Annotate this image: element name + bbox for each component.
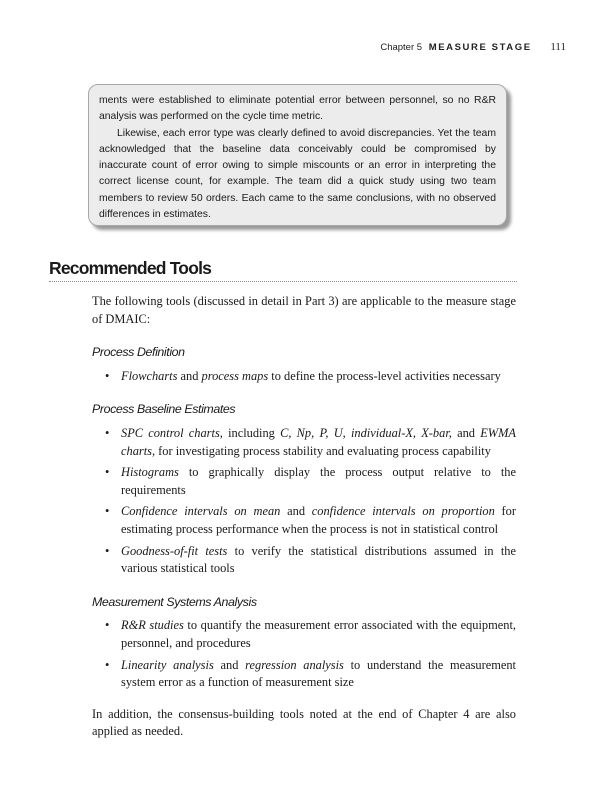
- bullet-icon: •: [105, 657, 110, 672]
- bullet-icon: •: [105, 504, 110, 519]
- list-item: [92, 543, 516, 578]
- list-item: [92, 657, 516, 692]
- tool-list: [92, 368, 516, 386]
- item-text: to define the process-level activities necessary: [268, 368, 501, 383]
- bullet-icon: •: [105, 465, 110, 480]
- list-item: [92, 503, 516, 538]
- tool-name: C, Np, P, U, individual-X, X-bar,: [280, 425, 452, 440]
- bullet-icon: •: [105, 368, 110, 383]
- tool-name: Confidence intervals on mean: [121, 504, 281, 519]
- item-text: , for investigating process stability and evaluating process capability: [151, 443, 491, 458]
- section-divider: [49, 281, 517, 282]
- list-item: [92, 368, 516, 386]
- item-text: and: [213, 657, 246, 672]
- subsection-heading: Process Definition: [92, 345, 185, 360]
- tool-name: process maps: [201, 368, 269, 383]
- closing-paragraph: In addition, the consensus-building tools noted at the end of Chapter 4 are also applied as needed.: [92, 706, 516, 739]
- page-number: 111: [550, 41, 566, 53]
- item-text: to quantify the measurement error associated with the equipment, personnel, and procedures: [121, 618, 516, 650]
- tool-name: Histograms: [121, 465, 179, 480]
- list-item: [92, 464, 516, 499]
- list-item: [92, 617, 516, 652]
- case-study-sidebar: [88, 84, 507, 226]
- section-body: [92, 293, 516, 741]
- tool-name: confidence intervals on proportion: [311, 504, 495, 519]
- tool-name: Flowcharts: [121, 368, 178, 383]
- item-text: and: [451, 425, 481, 440]
- item-text: to understand the measurement system error as a function of measurement size: [121, 657, 517, 690]
- intro-paragraph: The following tools (discussed in detail in Part 3) are applicable to the measure stage of DMAIC:: [92, 294, 516, 326]
- list-item: [92, 425, 516, 460]
- stage-label: MEASURE STAGE: [428, 42, 532, 53]
- tool-name: R&R studies: [121, 618, 184, 633]
- tool-name: Linearity analysis: [121, 657, 214, 672]
- subsection-heading: Process Baseline Estimates: [92, 402, 236, 417]
- sidebar-paragraph-2: Likewise, each error type was clearly defined to avoid discrepancies. Yet the team acknowledged that the baseline data conceivably could be compromised by inaccurate count of error owing to simple miscounts or an error in interpreting the correct license count, for example. The team did a quick study using two team members to review 50 orders. Each came to the same conclusions, with no observed differences in estimates.: [99, 127, 496, 221]
- item-text: , including: [219, 425, 281, 440]
- tool-name: EWMA charts: [121, 425, 516, 458]
- bullet-icon: •: [105, 618, 110, 633]
- chapter-label: Chapter 5: [380, 42, 423, 53]
- bullet-icon: •: [105, 425, 110, 440]
- running-header: [380, 41, 566, 53]
- item-text: and: [177, 368, 202, 383]
- tool-name: regression analysis: [245, 657, 344, 672]
- tool-list: [92, 617, 516, 691]
- item-text: to verify the statistical distributions assumed in the various statistical tools: [121, 543, 516, 576]
- sidebar-paragraph-1: ments were established to eliminate potential error between personnel, so no R&R analysis was performed on the cycle time metric.: [99, 95, 496, 123]
- item-text: to graphically display the process output relative to the requirements: [121, 465, 516, 497]
- tool-list: [92, 425, 516, 578]
- item-text: and: [280, 504, 312, 519]
- subsection-heading: Measurement Systems Analysis: [92, 594, 257, 609]
- tool-groups: [92, 344, 516, 692]
- item-text: for estimating process performance when the process is not in statistical control: [121, 504, 517, 536]
- tool-name: SPC control charts: [121, 425, 220, 440]
- section-title: Recommended Tools: [49, 258, 212, 278]
- tool-name: Goodness-of-fit tests: [121, 543, 228, 558]
- bullet-icon: •: [105, 543, 110, 558]
